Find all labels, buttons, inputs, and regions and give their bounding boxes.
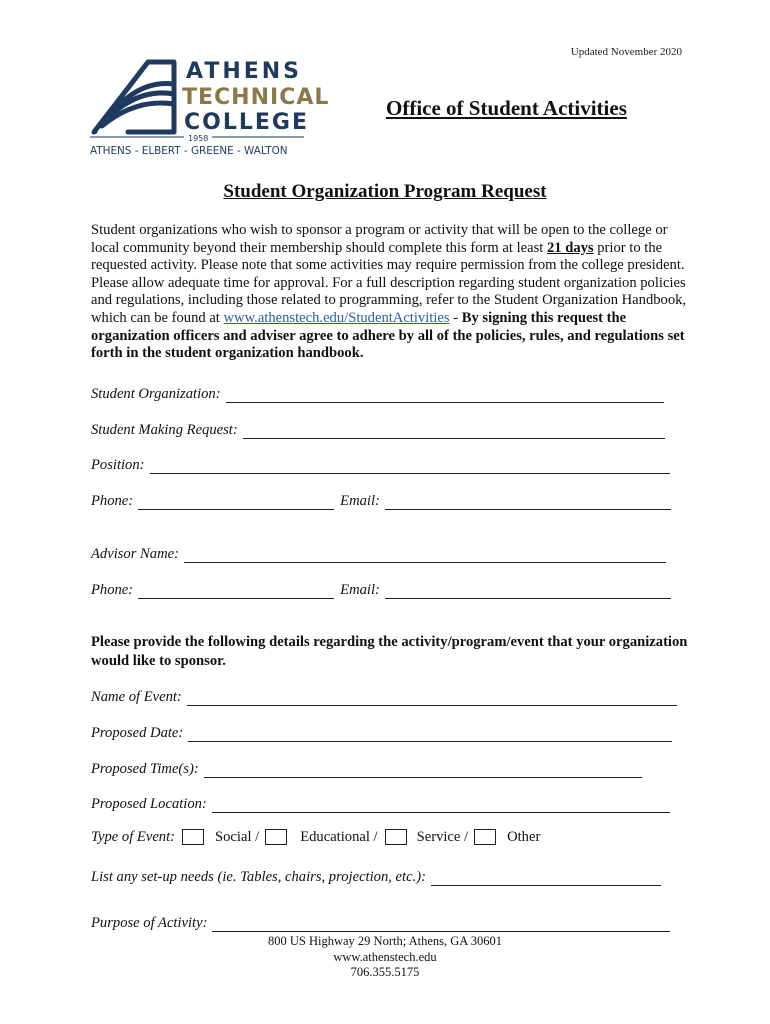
- event-time-row: [91, 758, 642, 778]
- advisor-email-field[interactable]: [385, 584, 671, 599]
- other-checkbox[interactable]: [474, 829, 496, 845]
- event-time-label: Proposed Time(s):: [91, 761, 199, 777]
- position-row: [91, 454, 670, 474]
- position-field[interactable]: [150, 459, 670, 474]
- updated-date: Updated November 2020: [570, 46, 682, 58]
- event-location-row: [91, 793, 670, 813]
- educational-option-label: Educational /: [300, 828, 378, 845]
- event-name-field[interactable]: [187, 691, 677, 706]
- footer-website: www.athenstech.edu: [333, 949, 437, 964]
- social-checkbox[interactable]: [182, 829, 204, 845]
- purpose-label: Purpose of Activity:: [91, 915, 208, 931]
- email-label: Email:: [340, 493, 380, 509]
- event-date-field[interactable]: [188, 727, 672, 742]
- event-name-label: Name of Event:: [91, 689, 182, 705]
- service-option-label: Service /: [416, 828, 469, 845]
- student-org-field[interactable]: [226, 388, 664, 403]
- email-field[interactable]: [385, 495, 671, 510]
- advisor-phone-label: Phone:: [91, 582, 134, 598]
- office-title: Office of Student Activities: [386, 96, 627, 120]
- intro-days: 21 days: [546, 239, 594, 256]
- event-type-label: Type of Event:: [91, 828, 176, 845]
- event-location-label: Proposed Location:: [91, 796, 207, 812]
- position-label: Position:: [91, 457, 145, 473]
- logo-line2: TECHNICAL: [182, 85, 330, 110]
- handbook-link[interactable]: www.athenstech.edu/StudentActivities: [223, 309, 450, 326]
- footer-address: 800 US Highway 29 North; Athens, GA 30601: [267, 934, 503, 948]
- phone-field[interactable]: [138, 495, 334, 510]
- intro-dash: -: [449, 309, 462, 326]
- student-request-field[interactable]: [243, 424, 665, 439]
- advisor-name-field[interactable]: [184, 548, 666, 563]
- event-time-field[interactable]: [204, 763, 642, 778]
- other-option-label: Other: [507, 828, 541, 845]
- logo-line1: ATHENS: [186, 59, 303, 84]
- advisor-email-label: Email:: [340, 582, 380, 598]
- setup-needs-label: List any set-up needs (ie. Tables, chairs, projection, etc.):: [91, 869, 426, 885]
- purpose-row: [91, 912, 670, 932]
- educational-checkbox[interactable]: [265, 829, 287, 845]
- student-org-row: [91, 383, 664, 403]
- purpose-field[interactable]: [212, 917, 670, 932]
- event-date-row: [91, 722, 672, 742]
- service-checkbox[interactable]: [385, 829, 407, 845]
- intro-text-1: Student organizations who wish to sponsor a program or activity that will be open to the college or local community beyond their membership should complete this form at least: [91, 222, 668, 256]
- logo-campuses: ATHENS - ELBERT - GREENE - WALTON: [90, 145, 288, 157]
- event-name-row: [91, 686, 677, 706]
- student-request-row: [91, 419, 665, 439]
- event-type-row: [91, 827, 540, 847]
- logo-graphic: [88, 54, 330, 158]
- logo-year: 1958: [188, 134, 209, 143]
- details-heading: Please provide the following details regarding the activity/program/event that your organization would like to sponsor.: [91, 634, 688, 669]
- advisor-contact-row: [91, 579, 671, 599]
- setup-needs-row: [91, 866, 661, 886]
- student-org-label: Student Organization:: [91, 386, 221, 402]
- intro-bold-agreement: By signing this request the organization officers and adviser agree to adhere by all of the policies, rules, and regulations set forth in the student organization handbook.: [91, 309, 685, 362]
- college-logo: [88, 54, 330, 158]
- advisor-name-label: Advisor Name:: [91, 546, 179, 562]
- phone-label: Phone:: [91, 493, 134, 509]
- event-location-field[interactable]: [212, 798, 670, 813]
- advisor-phone-field[interactable]: [138, 584, 334, 599]
- logo-line3: COLLEGE: [184, 110, 309, 135]
- intro-paragraph: [91, 222, 691, 363]
- intro-text-2: prior to the requested activity. Please note that some activities may require permission from the college president. Please allow adequate time for approval. For a full description regarding student organization policies and regulations, including those related to programming, refer to the Student Organization Handbook, which can be found at: [91, 239, 687, 326]
- student-request-label: Student Making Request:: [91, 422, 238, 438]
- setup-needs-field[interactable]: [431, 871, 661, 886]
- student-contact-row: [91, 490, 671, 510]
- footer-phone: 706.355.5175: [350, 965, 420, 979]
- social-option-label: Social /: [215, 828, 260, 845]
- footer: [0, 934, 770, 981]
- form-title: Student Organization Program Request: [223, 181, 547, 202]
- event-date-label: Proposed Date:: [91, 725, 184, 741]
- advisor-name-row: [91, 543, 666, 563]
